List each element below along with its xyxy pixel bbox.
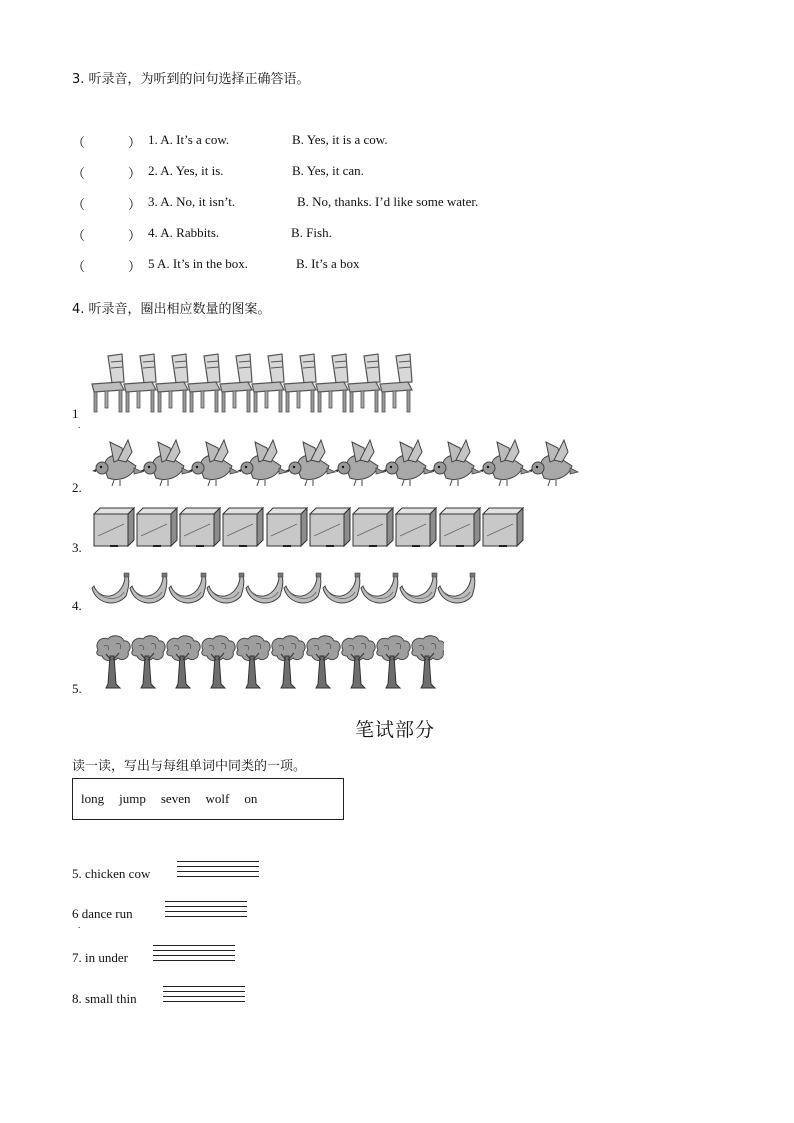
answer-paren-right: ） [128,197,142,212]
option-b: B. No, thanks. I’d like some water. [297,194,479,209]
box-icon [92,504,528,550]
option-b: B. It’s a box [296,256,360,271]
bird-row [90,436,582,490]
answer-paren-left: （ [72,228,86,243]
word-bank-item: long [81,791,105,806]
row-number: 5. [72,681,82,696]
answer-blank[interactable] [163,986,245,1008]
answer-paren-left: （ [72,197,86,212]
tree-row [94,634,444,690]
answer-blank[interactable] [153,945,235,967]
word-bank-item: wolf [205,791,230,806]
answer-blank[interactable] [165,901,247,923]
word-group-label: 8. small thin [72,991,137,1006]
tree-icon [94,634,444,690]
word-group-label: 5. chicken cow [72,866,151,881]
bird-icon [90,436,582,490]
answer-paren-right: ） [128,166,142,181]
row-number: 4. [72,598,82,613]
option-b: B. Fish. [291,225,332,240]
chair-icon [90,352,420,414]
answer-paren-right: ） [128,228,142,243]
section-title: 笔试部分 [355,719,436,741]
word-group-label: 6 dance run [72,906,133,921]
word-group-label: 7. in under [72,950,128,965]
written-instruction: 读一读，写出与每组单词中同类的一项。 [72,759,307,774]
box-row [92,504,528,550]
answer-paren-left: （ [72,259,86,274]
banana-row [90,570,478,610]
option-b: B. Yes, it can. [292,163,364,178]
answer-paren-right: ） [128,259,142,274]
option-a: 4. A. Rabbits. [148,225,220,240]
chair-row [90,352,420,414]
option-b: B. Yes, it is a cow. [292,132,388,147]
row-number: 1 [72,406,79,421]
answer-blank[interactable] [177,861,259,883]
answer-paren-left: （ [72,166,86,181]
row-number: 2. [72,480,82,495]
q4-heading: 4. 听录音，圈出相应数量的图案。 [72,302,271,317]
q3-heading: 3. 听录音，为听到的问句选择正确答语。 [72,72,310,87]
row-number: 3. [72,540,82,555]
answer-paren-right: ） [128,135,142,150]
word-bank-item: seven [160,791,191,806]
banana-icon [90,570,478,610]
answer-paren-left: （ [72,135,86,150]
option-a: 1. A. It’s a cow. [148,132,230,147]
word-bank-item: on [244,791,258,806]
word-bank-item: jump [119,791,146,806]
option-a: 2. A. Yes, it is. [148,163,224,178]
option-a: 3. A. No, it isn’t. [148,194,236,209]
option-a: 5 A. It’s in the box. [148,256,249,271]
word-bank [72,778,344,820]
